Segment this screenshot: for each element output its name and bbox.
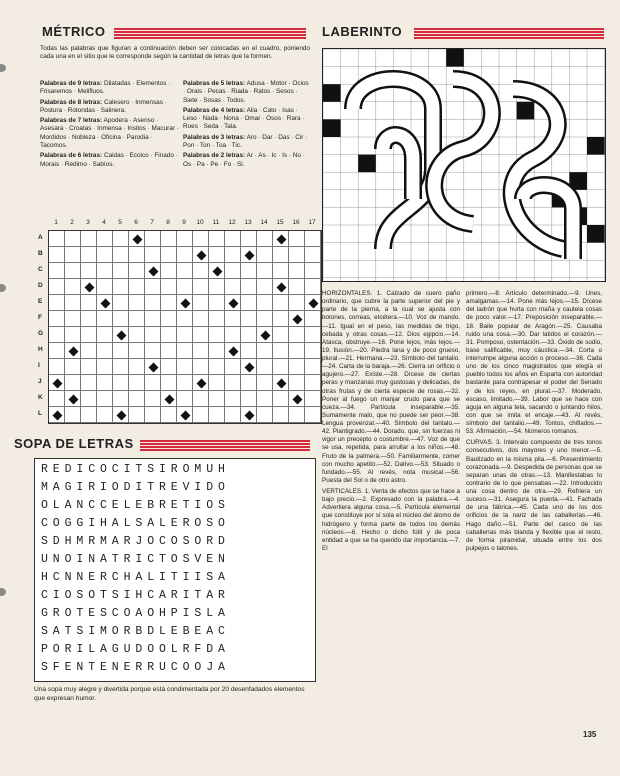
maze-black-cell [323, 84, 341, 102]
grid-cell[interactable] [257, 279, 273, 295]
column-number: 10 [196, 219, 204, 226]
grid-cell[interactable] [129, 311, 145, 327]
grid-cell[interactable] [225, 407, 241, 423]
row-letter: I [38, 362, 40, 369]
grid-cell[interactable] [81, 391, 97, 407]
grid-cell[interactable] [273, 263, 289, 279]
grid-cell[interactable] [257, 359, 273, 375]
definitions-column-1 [322, 290, 460, 553]
grid-cell[interactable] [209, 279, 225, 295]
grid-cell[interactable] [113, 295, 129, 311]
grid-cell[interactable] [145, 295, 161, 311]
grid-cell[interactable] [241, 343, 257, 359]
grid-cell[interactable] [305, 375, 321, 391]
grid-cell[interactable] [193, 231, 209, 247]
grid-cell[interactable] [129, 359, 145, 375]
group-words: Apodera · Asenso · Asesara · Croatas · Inmensa · Insitos · Macurar · Mordidos · Nobleza · Oficina · Parodia · Tacomos. [40, 117, 179, 150]
metrico-title: MÉTRICO [42, 24, 106, 39]
grid-cell[interactable] [225, 359, 241, 375]
grid-cell[interactable] [97, 231, 113, 247]
grid-cell[interactable] [289, 343, 305, 359]
title-stripes [414, 28, 604, 39]
word-list-left [40, 80, 180, 169]
grid-cell[interactable] [257, 343, 273, 359]
grid-cell[interactable] [129, 247, 145, 263]
grid-cell[interactable] [113, 311, 129, 327]
grid-cell[interactable] [241, 391, 257, 407]
grid-cell[interactable] [145, 247, 161, 263]
metrico-intro: Todas las palabras que figuran a continuación deben ser colocadas en el cuadro, poniendo cada una en el sitio que le corresponde según la cantidad de letras que la formen. [40, 45, 310, 61]
grid-cell[interactable] [81, 247, 97, 263]
sopa-row: COGGIHALSALEROSO [41, 517, 230, 530]
grid-cell[interactable] [209, 359, 225, 375]
column-number: 3 [86, 219, 90, 226]
page-number: 135 [583, 730, 597, 739]
group-label: Palabras de 2 letras: [183, 152, 246, 160]
grid-cell[interactable] [113, 343, 129, 359]
grid-cell[interactable] [161, 279, 177, 295]
sopa-row: UNOINATRICTOSVEN [41, 553, 230, 566]
grid-cell[interactable] [225, 231, 241, 247]
row-letter: L [38, 410, 42, 417]
grid-cell[interactable] [97, 359, 113, 375]
grid-cell[interactable] [241, 279, 257, 295]
grid-cell[interactable] [289, 375, 305, 391]
grid-cell[interactable] [49, 295, 65, 311]
grid-cell[interactable] [241, 375, 257, 391]
group-label: Palabras de 5 letras: [183, 80, 246, 87]
grid-cell[interactable] [193, 327, 209, 343]
grid-cell[interactable] [193, 295, 209, 311]
grid-cell[interactable] [145, 407, 161, 423]
grid-cell[interactable] [49, 391, 65, 407]
grid-cell[interactable] [113, 391, 129, 407]
column-number: 13 [244, 219, 252, 226]
grid-cell[interactable] [305, 231, 321, 247]
grid-cell[interactable] [81, 375, 97, 391]
grid-cell[interactable] [273, 407, 289, 423]
grid-cell[interactable] [305, 407, 321, 423]
grid-cell[interactable] [225, 279, 241, 295]
grid-cell[interactable] [289, 327, 305, 343]
grid-cell[interactable] [113, 279, 129, 295]
row-letter: D [38, 282, 43, 289]
maze-black-cell [517, 102, 535, 120]
grid-cell[interactable] [161, 247, 177, 263]
grid-cell[interactable] [305, 247, 321, 263]
grid-cell[interactable] [145, 343, 161, 359]
grid-cell[interactable] [97, 247, 113, 263]
group-label: Palabras de 6 letras: [40, 152, 103, 160]
grid-cell[interactable] [65, 327, 81, 343]
grid-cell[interactable] [161, 407, 177, 423]
column-number: 14 [260, 219, 268, 226]
grid-cell[interactable] [209, 391, 225, 407]
column-number: 12 [228, 219, 236, 226]
grid-cell[interactable] [257, 407, 273, 423]
grid-cell[interactable] [65, 359, 81, 375]
grid-cell[interactable] [193, 359, 209, 375]
grid-cell[interactable] [241, 231, 257, 247]
grid-cell[interactable] [209, 327, 225, 343]
grid-cell[interactable] [113, 375, 129, 391]
grid-cell[interactable] [161, 375, 177, 391]
grid-cell[interactable] [97, 343, 113, 359]
row-letter: J [38, 378, 42, 385]
row-letters [38, 230, 48, 422]
grid-cell[interactable] [49, 279, 65, 295]
group-label: Palabras de 7 letras: [40, 117, 103, 125]
grid-cell[interactable] [65, 279, 81, 295]
laberinto-title: LABERINTO [322, 24, 403, 39]
grid-cell[interactable] [257, 311, 273, 327]
grid-cell[interactable] [65, 311, 81, 327]
grid-cell[interactable] [129, 279, 145, 295]
group-words: Dilatadas · Elementos · Frisaremos · Melifluos. [40, 80, 171, 96]
column-number: 15 [276, 219, 284, 226]
grid-cell[interactable] [225, 375, 241, 391]
sopa-row: SDHMRMARJOCOSORD [41, 535, 230, 548]
column-number: 7 [150, 219, 154, 226]
grid-cell[interactable] [273, 391, 289, 407]
grid-cell[interactable] [177, 391, 193, 407]
grid-cell[interactable] [97, 279, 113, 295]
maze-black-cell [446, 49, 464, 67]
maze-black-cell [587, 225, 605, 243]
horizontales-text: HORIZONTALES. 1. Calzado de cuero paño ordinario, que cubre la parte superior del pie y parte de la pierna, a la cual se ajusta con botones, correas, etcétera.—10. Voz de mando.—11. Igual en el peso, las medidas de trigo, cebada y otras cosas.—12. Dios egipcio.—14. Atasca, obstruye.—16. Pone lejos, más lejos.—19. Ilusión.—20. Piedra lana y de poco grueso, plural.—21. Hermana.—23. Símbolo del tantalio.—24. Carta de la baraja.—26. Cierra un orificio o agujero.—27. Existe.—28. Dícese de ciertas peras y manzanas muy gustosas y delicadas, de otras frutas y de cierta especie de rosas.—32. Poner al fuego un manjar crudo para que se cueza.—34. Partícula inseparable.—35. Sumamente malo, que no puede ser peor.—38. Lengua provenzal.—40. Símbolo del tantalo.—42. Plantigrado.—44. Dorado, que, sin fuerzas ni vigor un precepto o costumbre.—47. Voz de que se usa, repetida, para arrullar a los niños.—48. Fruto de la palmera.—50. Familiarmente, comer con mucho apetito.—52. Dativo.—53. Situado o fundado.—55. Al revés, nota musical.—56. Puesta del Sol o de otro astro. [322, 290, 460, 484]
grid-cell[interactable] [289, 295, 305, 311]
grid-cell[interactable] [209, 407, 225, 423]
grid-cell[interactable] [289, 279, 305, 295]
grid-cell[interactable] [273, 359, 289, 375]
grid-cell[interactable] [81, 407, 97, 423]
grid-cell[interactable] [241, 263, 257, 279]
grid-cell[interactable] [193, 407, 209, 423]
sopa-row: CIOSOTSIHCARITAR [41, 589, 230, 602]
group-label: Palabras de 8 letras: [40, 98, 103, 106]
grid-cell[interactable] [289, 247, 305, 263]
grid-cell[interactable] [49, 311, 65, 327]
sopa-row: SFENTENERRUCOOJA [41, 661, 230, 674]
grid-cell[interactable] [49, 247, 65, 263]
grid-cell[interactable] [225, 391, 241, 407]
grid-cell[interactable] [65, 231, 81, 247]
maze-drawing [323, 49, 605, 281]
grid-cell[interactable] [97, 327, 113, 343]
sopa-title: SOPA DE LETRAS [14, 436, 134, 451]
grid-cell[interactable] [273, 327, 289, 343]
grid-cell[interactable] [193, 391, 209, 407]
column-numbers [48, 219, 320, 229]
maze-band [383, 135, 413, 199]
binder-hole [0, 588, 6, 596]
grid-cell[interactable] [241, 311, 257, 327]
column-number: 2 [70, 219, 74, 226]
grid-cell[interactable] [161, 231, 177, 247]
grid-cell[interactable] [49, 359, 65, 375]
curvas-text: CURVAS. 3. Intervalo compuesto de tres tonos consecutivos, dos mayores y uno menor.—5. Bautizado en la misma pila.—6. Presentimiento corazonada.—9. Despedida de personas que se separan unas de otras.—13. Manifestabas lo contrario de lo que pensabas.—22. Introducido una cosa dentro de otra.—29. Refriera un suceso.—31. Asegura la puerta.—41. Fachada de una fábrica.—45. Cada uno de los dos orificios de la nariz de las caballerías.—46. Hago daño.—51. Parte del casco de las caballerías más blanda y flexible que el resto, de forma piramidal, situada entre los dos pulpejos o talones. [466, 439, 602, 552]
verticales-text: VERTICALES. 1. Venta de efectos que se hace a bajo precio.—2. Expresado con la palabra.—4. Advertiera alguna cosa.—5. Partícula elemental que constituye por sí sola el núcleo del átomo de hidrógeno y forma parte de todos los demás núcleos.—6. Hecho o dicho fútil y de poca entidad a que se ha querido dar importancia.—7. El [322, 488, 460, 552]
grid-cell[interactable] [273, 247, 289, 263]
grid-cell[interactable] [225, 327, 241, 343]
grid-cell[interactable] [305, 311, 321, 327]
group-words: Adusa · Motor · Ocios · Orais · Pecas · Riada · Ratos · Sesos · Siete · Sosas · Todos. [183, 80, 309, 104]
grid-cell[interactable] [177, 231, 193, 247]
grid-cell[interactable] [305, 391, 321, 407]
grid-cell[interactable] [209, 231, 225, 247]
grid-cell[interactable] [65, 407, 81, 423]
grid-cell[interactable] [65, 247, 81, 263]
grid-cell[interactable] [129, 375, 145, 391]
grid-cell[interactable] [145, 375, 161, 391]
grid-cell[interactable] [241, 295, 257, 311]
group-words: Calesero · Inmensas · Postura · Rotondas · Salinera. [40, 98, 167, 114]
grid-cell[interactable] [305, 343, 321, 359]
grid-cell[interactable] [257, 263, 273, 279]
sopa-row: HCNNERCHALITIISA [41, 571, 230, 584]
grid-cell[interactable] [305, 263, 321, 279]
sopa-row: PORILAGUDOOLRFDA [41, 643, 230, 656]
grid-cell[interactable] [209, 311, 225, 327]
column-number: 17 [308, 219, 316, 226]
sopa-row: REDICOCITSIROMUH [41, 463, 230, 476]
row-letter: K [38, 394, 43, 401]
grid-cell[interactable] [65, 295, 81, 311]
grid-cell[interactable] [97, 375, 113, 391]
grid-cell[interactable] [257, 391, 273, 407]
grid-cell[interactable] [225, 311, 241, 327]
grid-cell[interactable] [145, 311, 161, 327]
group-words: Aro · Dar · Das · Cir · Pon · Ton · Toa · Tic. [183, 133, 308, 150]
maze-black-cell [358, 155, 376, 173]
grid-cell[interactable] [177, 343, 193, 359]
metrico-grid [48, 230, 322, 424]
grid-cell[interactable] [177, 327, 193, 343]
row-letter: G [38, 330, 44, 337]
grid-cell[interactable] [225, 247, 241, 263]
grid-cell[interactable] [145, 231, 161, 247]
row-letter: E [38, 298, 43, 305]
column-number: 4 [102, 219, 106, 226]
grid-cell[interactable] [97, 391, 113, 407]
sopa-row: SATSIMORBDLEBEAC [41, 625, 230, 638]
grid-cell[interactable] [209, 247, 225, 263]
grid-cell[interactable] [273, 343, 289, 359]
grid-cell[interactable] [305, 279, 321, 295]
grid-cell[interactable] [177, 375, 193, 391]
column-number: 6 [134, 219, 138, 226]
laberinto-puzzle [322, 48, 606, 282]
grid-cell[interactable] [241, 327, 257, 343]
grid-cell[interactable] [209, 295, 225, 311]
word-search-grid [34, 458, 316, 682]
grid-cell[interactable] [161, 327, 177, 343]
grid-cell[interactable] [161, 295, 177, 311]
word-list-right [183, 80, 311, 169]
grid-cell[interactable] [129, 295, 145, 311]
grid-cell[interactable] [145, 327, 161, 343]
column-number: 5 [118, 219, 122, 226]
grid-cell[interactable] [129, 327, 145, 343]
grid-cell[interactable] [145, 279, 161, 295]
sopa-caption: Una sopa muy alegre y divertida porque está condimentada por 20 desenfadados elementos que expresan humor. [34, 686, 305, 702]
row-letter: H [38, 346, 43, 353]
grid-cell[interactable] [273, 311, 289, 327]
grid-cell[interactable] [257, 231, 273, 247]
grid-cell[interactable] [289, 263, 305, 279]
grid-cell[interactable] [129, 391, 145, 407]
column-number: 9 [182, 219, 186, 226]
grid-cell[interactable] [273, 295, 289, 311]
grid-cell[interactable] [49, 343, 65, 359]
grid-cell[interactable] [257, 247, 273, 263]
title-stripes [114, 28, 306, 39]
grid-cell[interactable] [81, 359, 97, 375]
row-letter: C [38, 266, 43, 273]
grid-cell[interactable] [81, 327, 97, 343]
title-stripes [140, 440, 310, 451]
row-letter: F [38, 314, 42, 321]
group-label: Palabras de 4 letras: [183, 106, 246, 114]
grid-cell[interactable] [305, 327, 321, 343]
verticales-continued: primero.—8. Artículo determinado.—9. Unes, amalgamas.—14. Pone más lejos.—15. Dícese del ladrón que hurta con maña y cautela cosas de poco valor.—17. Preposición inseparable.—18. Baile popular de Aragón.—25. Causaba ruido una cosa.—30. Dar latidos el corazón.—31. Pomposo, ostentación.—33. Óxido de sodio, base salificable, muy cáustica.—34. Corta o interrumpe alguna acción o proceso.—36. Cada uno de los cinco magistrados que elegía el pueblo todos los años en Esparta con autoridad bastante para contrapesar el poder del Senado y de los reyes, en plural.—37. Moderado, escaso, limitado.—39. Labor que se hace con aguja en alguna tela, sacando o juntando hilos, con que se imita el encaje.—43. Al revés, símbolo del tantalio.—49. Tontos, chiflados.—53. Afirmación.—54. Números romanos. [466, 290, 602, 436]
grid-cell[interactable] [161, 263, 177, 279]
maze-black-cell [587, 137, 605, 155]
column-number: 1 [54, 219, 58, 226]
grid-cell[interactable] [193, 343, 209, 359]
grid-cell[interactable] [193, 311, 209, 327]
group-words: Alia · Cato · Isas · Leso · Nada · Nona · Omar · Osos · Rara · Roes · Seda · Tala. [183, 106, 305, 131]
binder-hole [0, 64, 6, 72]
group-label: Palabras de 9 letras: [40, 80, 103, 87]
group-words: Ar · As · Ic · Is · No · Os · Pa · Pe · Fo · Si. [183, 152, 305, 168]
sopa-row: MAGIRIODITREVIDO [41, 481, 230, 494]
grid-cell[interactable] [81, 295, 97, 311]
grid-cell[interactable] [113, 247, 129, 263]
grid-cell[interactable] [177, 263, 193, 279]
row-letter: A [38, 234, 43, 241]
grid-cell[interactable] [209, 375, 225, 391]
grid-cell[interactable] [161, 343, 177, 359]
grid-cell[interactable] [177, 279, 193, 295]
grid-cell[interactable] [193, 263, 209, 279]
grid-cell[interactable] [305, 359, 321, 375]
grid-cell[interactable] [81, 231, 97, 247]
column-number: 11 [212, 219, 220, 226]
grid-cell[interactable] [97, 311, 113, 327]
grid-cell[interactable] [177, 359, 193, 375]
grid-cell[interactable] [129, 343, 145, 359]
grid-cell[interactable] [145, 391, 161, 407]
grid-cell[interactable] [49, 327, 65, 343]
sopa-row: OLANCCELEBRETIOS [41, 499, 230, 512]
grid-cell[interactable] [113, 263, 129, 279]
grid-cell[interactable] [129, 263, 145, 279]
grid-cell[interactable] [65, 375, 81, 391]
grid-cell[interactable] [289, 231, 305, 247]
grid-cell[interactable] [177, 311, 193, 327]
grid-cell[interactable] [225, 263, 241, 279]
group-words: Caidas · Ecoico · Finado · Morais · Redimo · Sabíos. [40, 152, 178, 168]
sopa-row: GROTESCOAOHPISLA [41, 607, 230, 620]
grid-cell[interactable] [49, 231, 65, 247]
grid-cell[interactable] [177, 247, 193, 263]
grid-cell[interactable] [113, 359, 129, 375]
grid-cell[interactable] [49, 263, 65, 279]
definitions-column-2 [466, 290, 602, 553]
grid-cell[interactable] [289, 359, 305, 375]
binder-hole [0, 284, 6, 292]
grid-cell[interactable] [161, 311, 177, 327]
grid-cell[interactable] [193, 279, 209, 295]
grid-cell[interactable] [257, 295, 273, 311]
grid-cell[interactable] [209, 343, 225, 359]
grid-cell[interactable] [257, 375, 273, 391]
column-number: 8 [166, 219, 170, 226]
grid-cell[interactable] [81, 263, 97, 279]
grid-cell[interactable] [289, 407, 305, 423]
grid-cell[interactable] [97, 407, 113, 423]
group-label: Palabras de 3 letras: [183, 133, 246, 141]
grid-cell[interactable] [161, 359, 177, 375]
maze-black-cell [323, 119, 341, 137]
grid-cell[interactable] [129, 407, 145, 423]
grid-cell[interactable] [81, 311, 97, 327]
grid-cell[interactable] [97, 263, 113, 279]
grid-cell[interactable] [65, 263, 81, 279]
row-letter: B [38, 250, 43, 257]
column-number: 16 [292, 219, 300, 226]
grid-cell[interactable] [81, 343, 97, 359]
grid-cell[interactable] [113, 231, 129, 247]
